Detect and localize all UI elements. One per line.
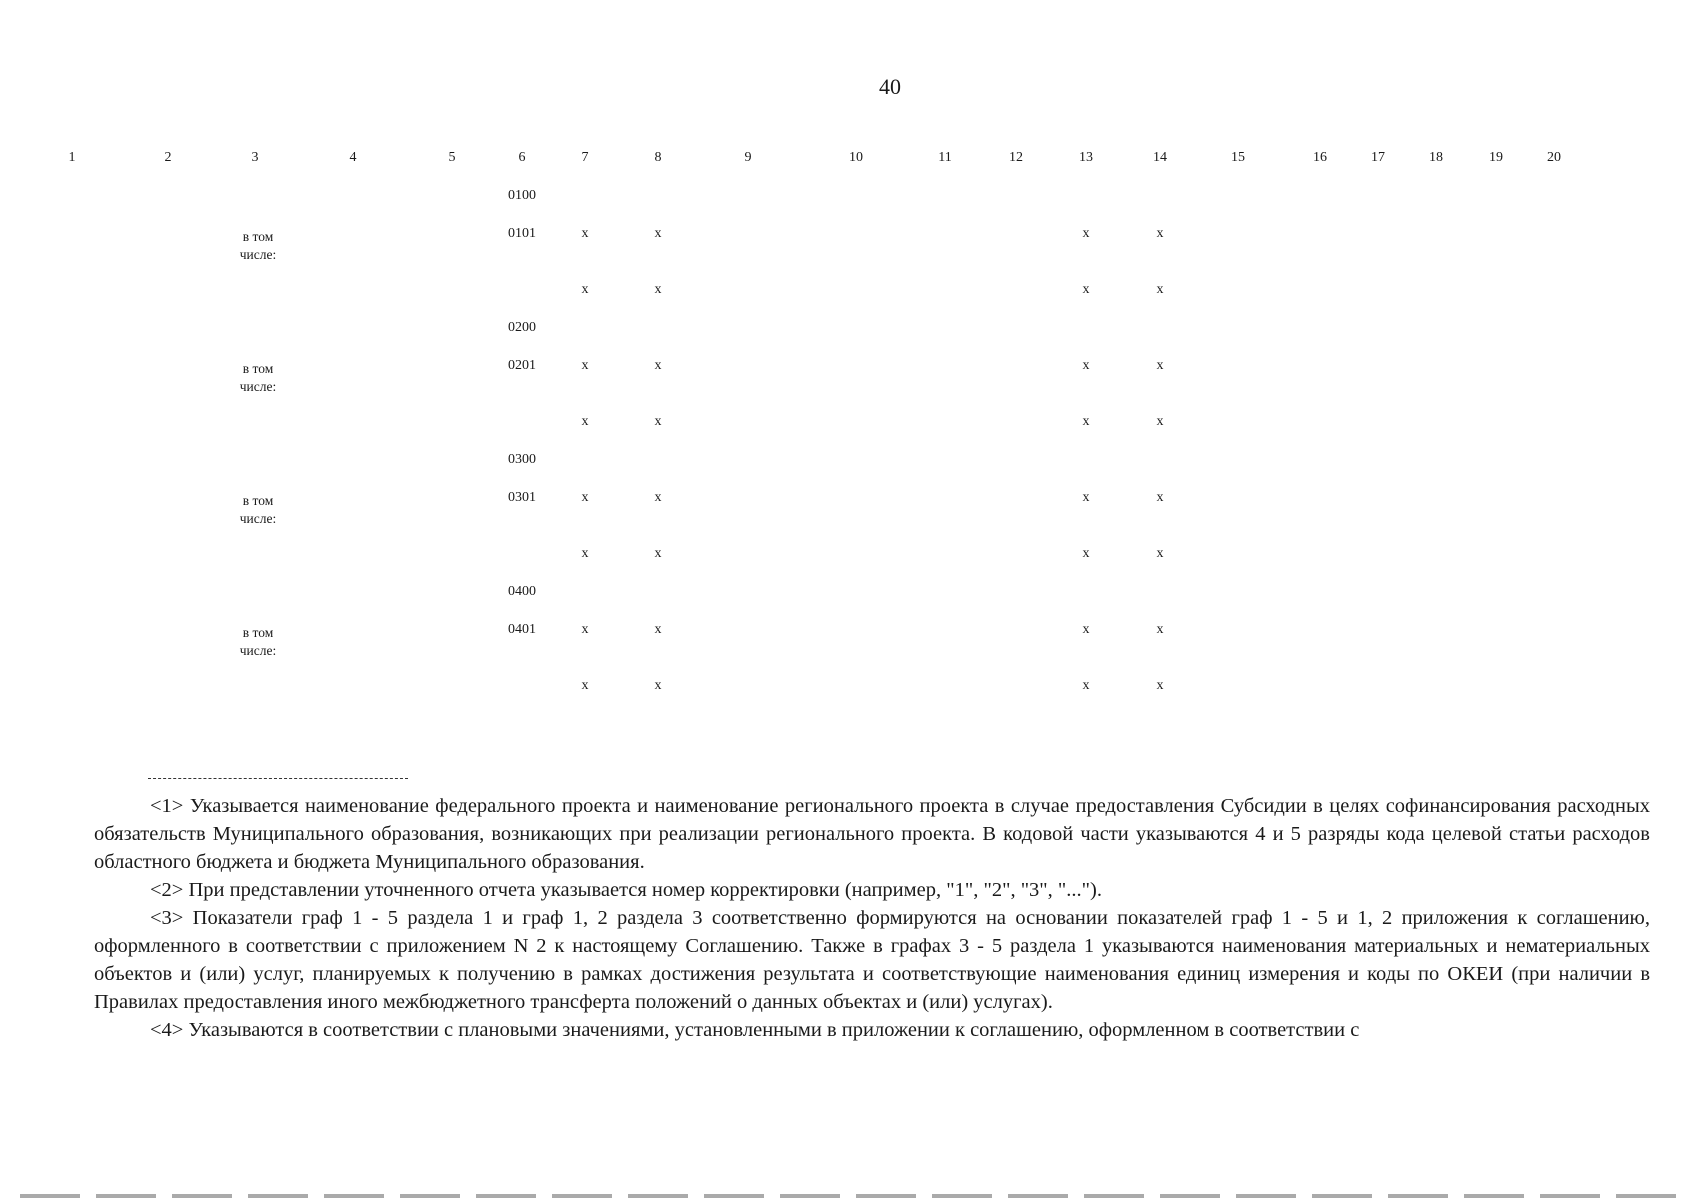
column-number-16: 16	[1313, 150, 1327, 165]
row-mark: x	[581, 490, 589, 505]
column-number-11: 11	[938, 150, 952, 165]
column-number-20: 20	[1547, 150, 1561, 165]
column-number-15: 15	[1231, 150, 1245, 165]
column-number-10: 10	[849, 150, 863, 165]
column-number-17: 17	[1371, 150, 1385, 165]
row-label: в том числе:	[239, 625, 277, 658]
column-number-19: 19	[1489, 150, 1503, 165]
column-number-13: 13	[1079, 150, 1093, 165]
row-mark: x	[654, 414, 662, 429]
row-mark: x	[1156, 490, 1164, 505]
footnote-3: <3> Показатели граф 1 - 5 раздела 1 и граф 1, 2 раздела 3 соответственно формируются на основании показателей граф 1 - 5 и 1, 2 приложения к соглашению, оформленного в соответствии с приложением N 2 к настоящему Соглашению. Также в графах 3 - 5 раздела 1 указываются наименования материальных и нематериальных объектов и (или) услуг, планируемых к получению в рамках достижения результата и соответствующие наименования единиц измерения и коды по ОКЕИ (при наличии в Правилах предоставления иного межбюджетного трансферта положений о данных объектах и (или) услугах).	[94, 907, 1650, 1013]
column-number-8: 8	[654, 150, 662, 165]
row-code: 0101	[508, 226, 536, 241]
row-code: 0300	[508, 452, 536, 467]
row-code: 0200	[508, 320, 536, 335]
row-label: в том числе:	[239, 361, 277, 394]
row-mark: x	[1082, 546, 1090, 561]
row-mark: x	[654, 490, 662, 505]
column-number-9: 9	[744, 150, 752, 165]
footnote-1: <1> Указывается наименование федерального проекта и наименование регионального проекта в случае предоставления Субсидии в целях софинансирования расходных обязательств Муниципального образования, возникающих при реализации регионального проекта. В кодовой части указываются 4 и 5 разряды кода целевой статьи расходов областного бюджета и бюджета Муниципального образования.	[94, 795, 1650, 873]
row-code: 0301	[508, 490, 536, 505]
row-code: 0401	[508, 622, 536, 637]
row-mark: x	[581, 226, 589, 241]
row-mark: x	[654, 358, 662, 373]
footnote-2: <2> При представлении уточненного отчета указывается номер корректировки (например, "1", "2", "3", "...").	[150, 879, 1102, 901]
row-mark: x	[1082, 282, 1090, 297]
row-mark: x	[654, 622, 662, 637]
column-number-4: 4	[349, 150, 357, 165]
row-label: в том числе:	[239, 493, 277, 526]
row-mark: x	[581, 622, 589, 637]
row-mark: x	[581, 678, 589, 693]
column-number-5: 5	[448, 150, 456, 165]
column-number-7: 7	[581, 150, 589, 165]
column-number-1: 1	[68, 150, 76, 165]
footnote-separator	[148, 778, 408, 779]
row-mark: x	[654, 678, 662, 693]
footnote-4: <4> Указываются в соответствии с плановыми значениями, установленными в приложении к соглашению, оформленном в соответствии с	[150, 1019, 1360, 1041]
column-number-row	[0, 150, 1695, 172]
row-mark: x	[1082, 490, 1090, 505]
row-mark: x	[1156, 226, 1164, 241]
row-mark: x	[1082, 226, 1090, 241]
row-code: 0201	[508, 358, 536, 373]
scan-bottom-edge	[20, 1194, 1680, 1198]
column-number-18: 18	[1429, 150, 1443, 165]
row-mark: x	[1156, 414, 1164, 429]
footnotes	[94, 792, 1650, 1044]
column-number-3: 3	[251, 150, 259, 165]
row-mark: x	[1082, 622, 1090, 637]
row-mark: x	[654, 282, 662, 297]
row-mark: x	[1156, 358, 1164, 373]
column-number-14: 14	[1153, 150, 1167, 165]
column-number-6: 6	[518, 150, 526, 165]
row-mark: x	[654, 226, 662, 241]
row-mark: x	[581, 282, 589, 297]
row-code: 0400	[508, 584, 536, 599]
column-number-12: 12	[1009, 150, 1023, 165]
page-number: 40	[879, 74, 901, 99]
row-mark: x	[1156, 678, 1164, 693]
column-number-2: 2	[164, 150, 172, 165]
row-code: 0100	[508, 188, 536, 203]
row-mark: x	[1082, 358, 1090, 373]
row-mark: x	[1156, 546, 1164, 561]
row-mark: x	[1082, 678, 1090, 693]
row-mark: x	[581, 358, 589, 373]
row-label: в том числе:	[239, 229, 277, 262]
row-mark: x	[654, 546, 662, 561]
row-mark: x	[581, 414, 589, 429]
row-mark: x	[1156, 282, 1164, 297]
row-mark: x	[581, 546, 589, 561]
row-mark: x	[1082, 414, 1090, 429]
row-mark: x	[1156, 622, 1164, 637]
